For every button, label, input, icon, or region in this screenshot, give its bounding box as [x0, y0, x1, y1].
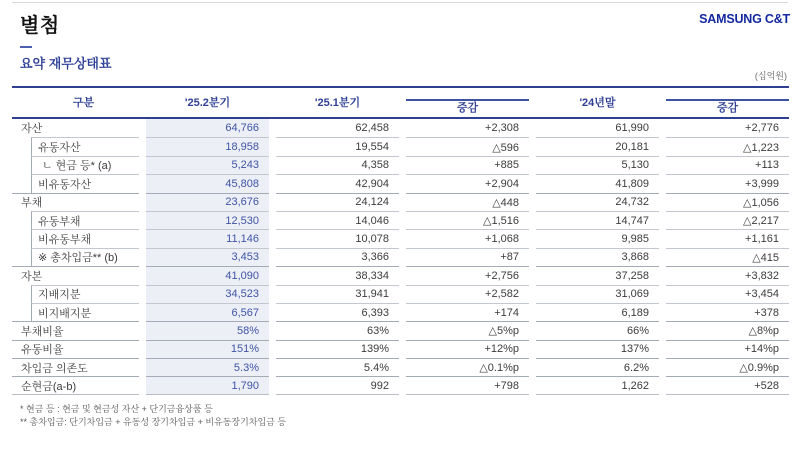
indent-spacer: [12, 137, 24, 155]
table-cell: △596: [406, 137, 529, 155]
table-cell: 5,243: [146, 156, 269, 174]
row-label: 지배지분: [31, 285, 139, 303]
table-cell: 11,146: [146, 229, 269, 247]
footnote-cash: * 현금 등 : 현금 및 현금성 자산 + 단기금융상품 등: [20, 404, 213, 414]
row-label: 비유동부채: [31, 229, 139, 247]
col-header-change-qoq: 증감: [406, 89, 529, 117]
table-cell: 1,790: [146, 376, 269, 394]
table-cell: 24,732: [536, 193, 659, 211]
table-cell: 45,808: [146, 174, 269, 192]
table-cell: 31,941: [276, 285, 399, 303]
footnotes: [20, 403, 286, 429]
footnote-borrowings: ** 총차입금: 단기차입금 + 유동성 장기차입금 + 비유동장기차입금 등: [20, 417, 287, 427]
row-label: 비유동자산: [31, 174, 139, 192]
table-cell: 3,453: [146, 248, 269, 266]
table-cell: 19,554: [276, 137, 399, 155]
table-cell: 66%: [536, 321, 659, 339]
table-cell: 18,958: [146, 137, 269, 155]
indent-spacer: [12, 303, 24, 321]
indent-spacer: [12, 174, 24, 192]
col-header-2025-q2: '25.2분기: [184, 97, 231, 109]
table-cell: +3,999: [666, 174, 789, 192]
table-cell: 62,458: [355, 122, 389, 135]
row-label: 유동비율: [12, 340, 139, 358]
table-cell: 5.3%: [146, 358, 269, 376]
section-title: 요약 재무상태표: [20, 56, 112, 71]
table-cell: 63%: [276, 321, 399, 339]
table-cell: 9,985: [536, 229, 659, 247]
row-label: ㄴ 현금 등* (a): [31, 156, 139, 174]
table-cell: +14%p: [666, 340, 789, 358]
table-cell: △1,223: [666, 137, 789, 155]
table-cell: 1,262: [536, 376, 659, 394]
col-header-2024-end: '24년말: [579, 97, 616, 109]
table-cell: +2,756: [406, 266, 529, 284]
table-top-rule: [12, 86, 789, 88]
table-cell: 3,366: [276, 248, 399, 266]
row-label: 자산: [21, 123, 43, 136]
table-cell: 992: [276, 376, 399, 394]
table-cell: 37,258: [536, 266, 659, 284]
row-label: 유동자산: [31, 137, 139, 155]
table-cell: 5,130: [536, 156, 659, 174]
indent-spacer: [12, 285, 24, 303]
table-cell: 23,676: [146, 193, 269, 211]
row-label: 유동부채: [31, 211, 139, 229]
table-cell: 6,393: [276, 303, 399, 321]
unit-label: (십억원): [754, 71, 787, 81]
table-cell: 31,069: [536, 285, 659, 303]
table-cell: +2,582: [406, 285, 529, 303]
row-label: 부채: [12, 193, 139, 211]
table-cell: 34,523: [146, 285, 269, 303]
table-cell: △8%p: [666, 321, 789, 339]
page-title: 별첨: [20, 15, 60, 37]
table-cell: +3,454: [666, 285, 789, 303]
row-label: 비지배지분: [31, 303, 139, 321]
col-header-category: 구분: [72, 97, 95, 109]
row-label: 순현금(a-b): [12, 376, 139, 394]
table-cell: △1,516: [406, 211, 529, 229]
header-overline: [666, 99, 789, 101]
table-cell: △415: [666, 248, 789, 266]
table-cell: +1,068: [406, 229, 529, 247]
table-cell: 20,181: [536, 137, 659, 155]
table-cell: +528: [666, 376, 789, 394]
table-cell: △448: [406, 193, 529, 211]
table-cell: 64,766: [146, 119, 269, 137]
table-cell: 151%: [146, 340, 269, 358]
table-cell: 6,567: [146, 303, 269, 321]
table-cell: 38,334: [276, 266, 399, 284]
indent-spacer: [12, 229, 24, 247]
table-cell: +87: [406, 248, 529, 266]
table-cell: +12%p: [406, 340, 529, 358]
table-cell: +2,308: [485, 122, 519, 135]
table-cell: 6,189: [536, 303, 659, 321]
table-cell: 10,078: [276, 229, 399, 247]
row-label: 자본: [12, 266, 139, 284]
table-cell: 41,090: [146, 266, 269, 284]
row-label: 부채비율: [12, 321, 139, 339]
col-header-change-ytd: 증감: [666, 89, 789, 117]
table-cell: 14,046: [276, 211, 399, 229]
table-cell: △1,056: [666, 193, 789, 211]
table-cell: +113: [666, 156, 789, 174]
table-header: [12, 89, 789, 117]
samsung-cnt-logo: SAMSUNG C&T: [699, 12, 790, 26]
table-cell: △5%p: [406, 321, 529, 339]
table-cell: +378: [666, 303, 789, 321]
row-label: ※ 총차입금** (b): [31, 248, 139, 266]
indent-spacer: [12, 211, 24, 229]
table-cell: 61,990: [615, 122, 649, 135]
table-cell: △2,217: [666, 211, 789, 229]
table-body: [12, 119, 789, 395]
table-cell: +2,776: [745, 122, 779, 135]
table-cell: 58%: [146, 321, 269, 339]
table-cell: 139%: [276, 340, 399, 358]
table-cell: 12,530: [146, 211, 269, 229]
indent-spacer: [12, 248, 24, 266]
section-dash: [20, 46, 32, 48]
table-cell: △0.9%p: [666, 358, 789, 376]
row-label: 차입금 의존도: [12, 358, 139, 376]
table-cell: 41,809: [536, 174, 659, 192]
table-cell: 6.2%: [536, 358, 659, 376]
table-cell: 4,358: [276, 156, 399, 174]
table-cell: 24,124: [276, 193, 399, 211]
table-cell: 5.4%: [276, 358, 399, 376]
table-cell: 42,904: [276, 174, 399, 192]
table-cell: +2,904: [406, 174, 529, 192]
table-cell: +798: [406, 376, 529, 394]
table-cell: +174: [406, 303, 529, 321]
table-cell: +3,832: [666, 266, 789, 284]
table-cell: 137%: [536, 340, 659, 358]
col-header-2025-q1: '25.1분기: [314, 97, 361, 109]
table-cell: 14,747: [536, 211, 659, 229]
table-cell: +885: [406, 156, 529, 174]
top-divider: [12, 2, 788, 3]
table-cell: +1,161: [666, 229, 789, 247]
header-overline: [406, 99, 529, 101]
table-cell: 3,868: [536, 248, 659, 266]
table-cell: △0.1%p: [406, 358, 529, 376]
indent-spacer: [12, 156, 24, 174]
